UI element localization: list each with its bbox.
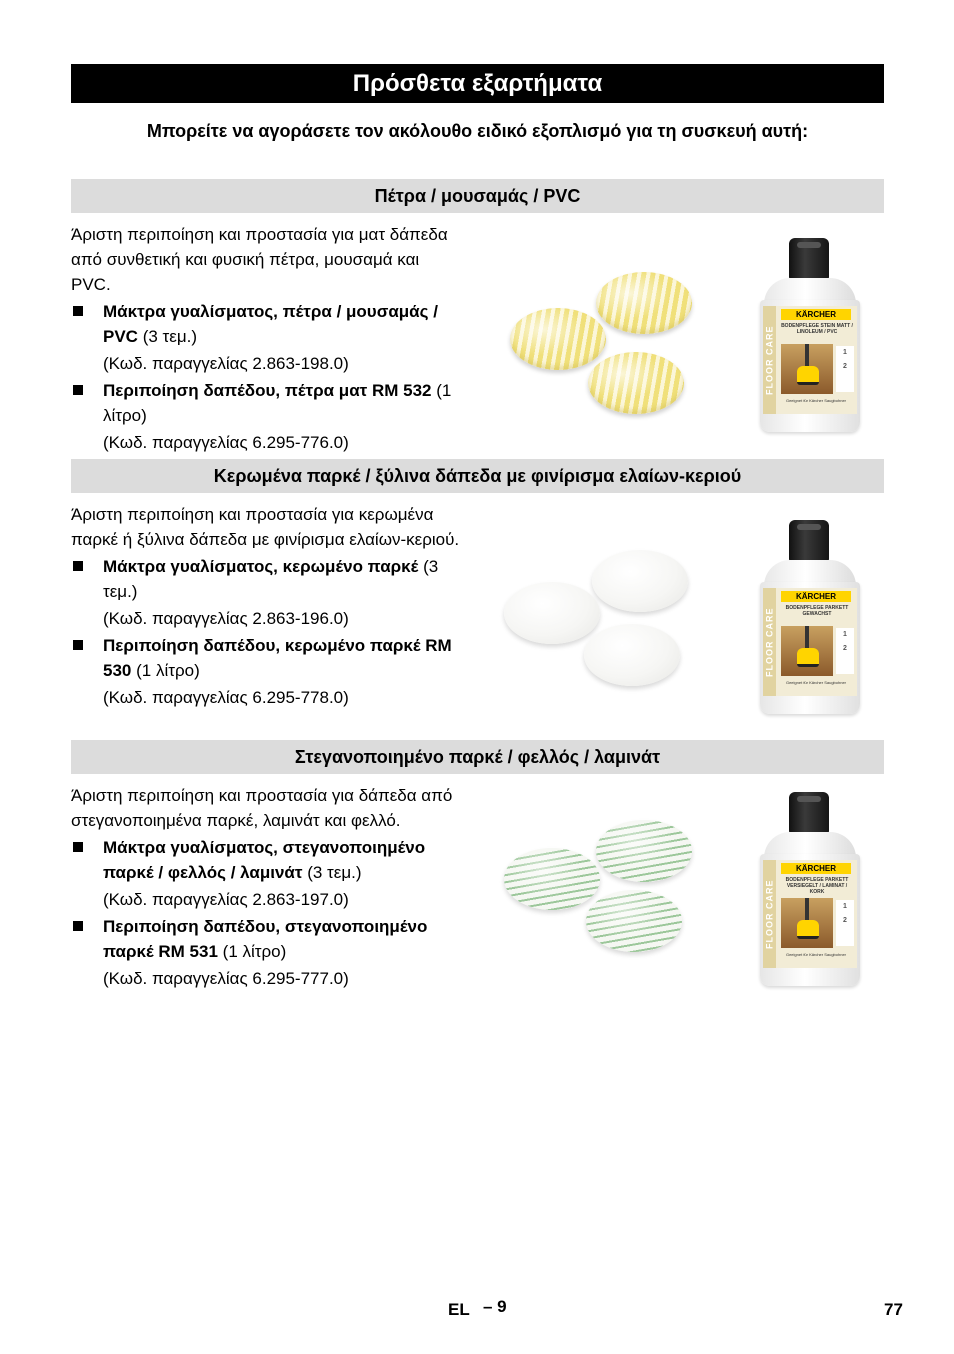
floor-machine-photo bbox=[781, 344, 833, 394]
item-name: Περιποίηση δαπέδου, στεγανοποιημένο παρκέ RM 531 bbox=[103, 917, 428, 961]
brand-logo: KÄRCHER bbox=[781, 309, 851, 320]
section-description: Άριστη περιποίηση και προστασία για δάπεδα από στεγανοποιημένα παρκέ, λαμινάτ και φελλό. bbox=[71, 786, 453, 830]
item-quantity: (1 λίτρο) bbox=[222, 942, 287, 961]
list-item bbox=[71, 914, 461, 964]
list-item bbox=[71, 633, 461, 683]
label-foot-text: Geeignet für Kärcher Saugbohner bbox=[785, 398, 847, 403]
order-number: (Κωδ. παραγγελίας 2.863-196.0) bbox=[103, 609, 349, 628]
footer-page-number: 77 bbox=[884, 1300, 903, 1319]
bullet-square-icon bbox=[73, 385, 83, 395]
section-description: Άριστη περιποίηση και προστασία για ματ δάπεδα από συνθετική και φυσική πέτρα, μουσαμά και PVC. bbox=[71, 225, 448, 294]
floor-machine-photo bbox=[781, 626, 833, 676]
order-number: (Κωδ. παραγγελίας 6.295-776.0) bbox=[103, 433, 349, 452]
bottle-cap-icon bbox=[789, 520, 829, 562]
order-number: (Κωδ. παραγγελίας 2.863-197.0) bbox=[103, 890, 349, 909]
section-heading-sealed-parquet: Στεγανοποιημένο παρκέ / φελλός / λαμινάτ bbox=[71, 740, 884, 774]
bottle-label bbox=[763, 860, 857, 968]
pad-icon bbox=[510, 308, 606, 370]
pad-icon bbox=[586, 890, 682, 952]
section-heading-waxed-parquet: Κερωμένα παρκέ / ξύλινα δάπεδα με φινίρισμα ελαίων-κεριού bbox=[71, 459, 884, 493]
label-side-text: FLOOR CARE bbox=[763, 306, 776, 414]
item-quantity: (1 λίτρο) bbox=[136, 661, 200, 680]
order-number: (Κωδ. παραγγελίας 2.863-198.0) bbox=[103, 354, 349, 373]
section-body-waxed-parquet bbox=[71, 502, 461, 712]
bullet-square-icon bbox=[73, 306, 83, 316]
label-side-text: FLOOR CARE bbox=[763, 860, 776, 968]
list-item bbox=[71, 835, 461, 885]
footer-section-page: – 9 bbox=[483, 1297, 507, 1316]
bullet-square-icon bbox=[73, 921, 83, 931]
pad-icon bbox=[596, 820, 692, 882]
section-body-stone bbox=[71, 222, 461, 457]
pad-icon bbox=[504, 582, 600, 644]
section-heading-stone: Πέτρα / μουσαμάς / PVC bbox=[71, 179, 884, 213]
section-description: Άριστη περιποίηση και προστασία για κερωμένα παρκέ ή ξύλινα δάπεδα με φινίρισμα ελαίων-κεριού. bbox=[71, 505, 460, 549]
label-steps: 1 2 bbox=[836, 346, 854, 392]
intro-text: Μπορείτε να αγοράσετε τον ακόλουθο ειδικό εξοπλισμό για τη συσκευή αυτή: bbox=[146, 121, 809, 141]
bottle-label bbox=[763, 306, 857, 414]
item-quantity: (3 τεμ.) bbox=[103, 557, 439, 601]
order-number: (Κωδ. παραγγελίας 6.295-778.0) bbox=[103, 688, 349, 707]
bullet-square-icon bbox=[73, 561, 83, 571]
footer-language: EL bbox=[448, 1300, 470, 1319]
label-steps: 1 2 bbox=[836, 900, 854, 946]
pad-icon bbox=[584, 624, 680, 686]
item-name: Περιποίηση δαπέδου, πέτρα ματ RM 532 bbox=[103, 381, 432, 400]
list-item bbox=[71, 378, 461, 428]
floor-care-bottle-image bbox=[760, 792, 860, 992]
item-name: Περιποίηση δαπέδου, κερωμένο παρκέ RM 530 bbox=[103, 636, 452, 680]
pad-icon bbox=[596, 272, 692, 334]
section-body-sealed-parquet bbox=[71, 783, 461, 993]
order-number: (Κωδ. παραγγελίας 6.295-777.0) bbox=[103, 969, 349, 988]
bottle-label bbox=[763, 588, 857, 696]
list-item bbox=[71, 554, 461, 604]
bullet-square-icon bbox=[73, 842, 83, 852]
brand-logo: KÄRCHER bbox=[781, 863, 851, 874]
item-quantity: (3 τεμ.) bbox=[142, 327, 198, 346]
pad-icon bbox=[588, 352, 684, 414]
label-side-text: FLOOR CARE bbox=[763, 588, 776, 696]
floor-care-bottle-image bbox=[760, 520, 860, 720]
bottle-cap-icon bbox=[789, 238, 829, 280]
floor-machine-photo bbox=[781, 898, 833, 948]
pad-icon bbox=[592, 550, 688, 612]
brand-logo: KÄRCHER bbox=[781, 591, 851, 602]
pad-icon bbox=[504, 848, 600, 910]
item-name: Μάκτρα γυαλίσματος, στεγανοποιημένο παρκέ / φελλός / λαμινάτ bbox=[103, 838, 426, 882]
polishing-pads-image-stone bbox=[500, 244, 718, 422]
label-product-text: BODENPFLEGE PARKETT GEWACHST bbox=[785, 605, 849, 617]
item-quantity: (3 τεμ.) bbox=[307, 863, 362, 882]
bottle-cap-icon bbox=[789, 792, 829, 834]
bullet-square-icon bbox=[73, 640, 83, 650]
item-name: Μάκτρα γυαλίσματος, κερωμένο παρκέ bbox=[103, 557, 419, 576]
label-foot-text: Geeignet für Kärcher Saugbohner bbox=[785, 680, 847, 685]
label-foot-text: Geeignet für Kärcher Saugbohner bbox=[785, 952, 847, 957]
label-product-text: BODENPFLEGE STEIN MATT / LINOLEUM / PVC bbox=[781, 323, 853, 335]
polishing-pads-image-sealed bbox=[500, 812, 718, 990]
polishing-pads-image-waxed bbox=[500, 528, 718, 706]
floor-care-bottle-image bbox=[760, 238, 860, 438]
label-steps: 1 2 bbox=[836, 628, 854, 674]
list-item bbox=[71, 299, 461, 349]
page-title: Πρόσθετα εξαρτήματα bbox=[71, 64, 884, 103]
item-quantity: (1 λίτρο) bbox=[103, 381, 452, 425]
label-product-text: BODENPFLEGE PARKETT VERSIEGELT / LAMINAT / KORK bbox=[785, 877, 849, 895]
item-name: Μάκτρα γυαλίσματος, πέτρα / μουσαμάς / PVC bbox=[103, 302, 438, 346]
